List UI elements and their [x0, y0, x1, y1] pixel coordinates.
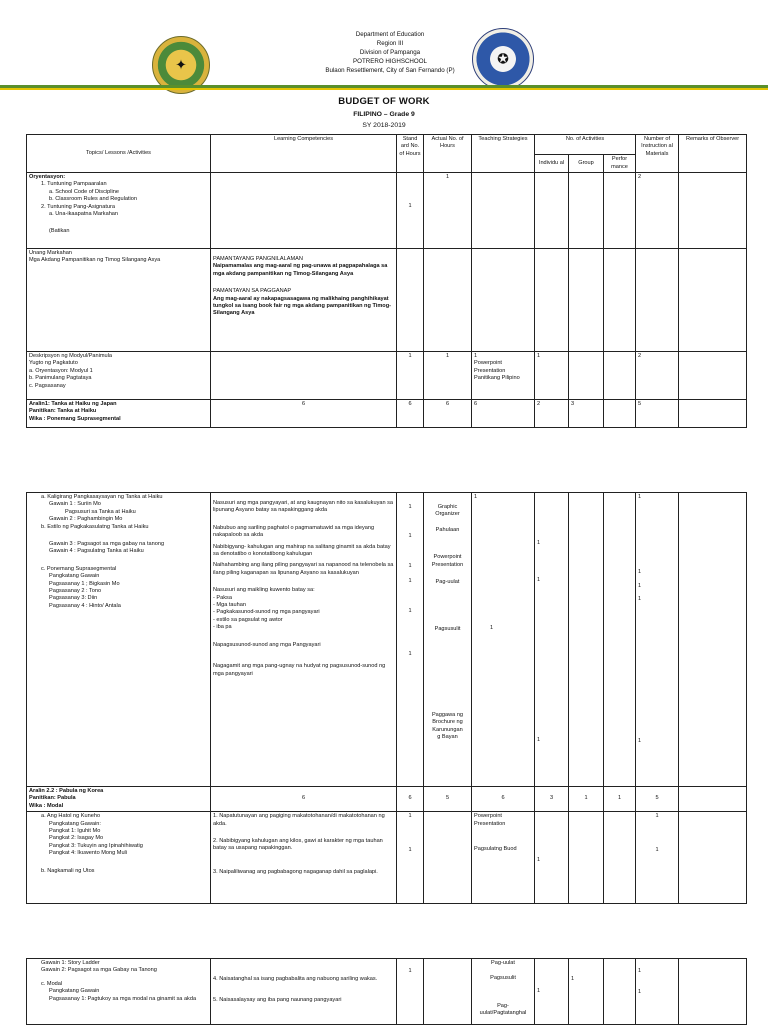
- aralin22-group: 1: [569, 787, 604, 812]
- header-divider-yellow: [0, 88, 768, 90]
- tanka-competencies: Nasusuri ang mga pangyayari, at ang kaugnayan nito sa kasalukuyan sa lipunang Asyano batay sa napakinggang akda Nabubuo ang sariling paghatol o pagmamatuwid sa mga ideyang nakapaloob sa akda Nabibigyang- kahulugan ang mahirap na salitang ginamit sa akda batay sa denotatibo o konotatibong kahulugan Naihahambing ang ilang piling pangyayari sa napanood na telenobela sa ilang piling kaganapan sa lipunang Asyano sa kasalukuyan Nasusuri ang maikling kuwento batay sa: - Paksa - Mga tauhan - Pagkakasunod-sunod ng mga pangyayari - estilo sa pagsulat ng awtor - iba pa Napagsusunod-sunod ang mga Pangyayari Nagagamit ang mga pang-ugnay na hudyat ng pagsusunod-sunod ng mga pangyayari: [211, 493, 397, 787]
- module-actual: 1: [424, 352, 472, 400]
- module-stand: 1: [397, 352, 424, 400]
- orientation-actual: 1: [424, 173, 472, 249]
- orientation-topic: Oryentasyon: 1. Tuntuning Pampaaralan a. School Code of Discipline b. Classroom Rules and Regulation 2. Tuntuning Pang-Asignatura a. Una-ikaapatna Markahan (Batikan: [27, 173, 211, 249]
- col-performance-header: Perfor mance: [604, 155, 636, 173]
- aralin1-stand: 6: [397, 400, 424, 428]
- pabula-strategy: Powerpoint Presentation Pagsulatng Buod: [472, 812, 535, 904]
- aralin1-topic: Aralin1: Tanka at Haiku ng Japan Panitikan: Tanka at Haiku Wika : Ponemang Suprasegmental: [27, 400, 211, 428]
- module-topic: Deskripsyon ng Modyul/Panimula Yugto ng Pagkatuto a. Oryentasyon: Modyul 1 b. Panimulang Pagtataya c. Pagsasanay: [27, 352, 211, 400]
- table-row-aralin1: [27, 400, 747, 428]
- aralin22-comp: 6: [211, 787, 397, 812]
- col-remarks-header: Remarks of Observer: [679, 135, 747, 173]
- story-individual: 1: [535, 959, 569, 1025]
- col-individual-header: Individu al: [535, 155, 569, 173]
- table-row-tanka-detail: [27, 493, 747, 787]
- aralin1-actual: 6: [424, 400, 472, 428]
- module-individual: 1: [535, 352, 569, 400]
- story-group: 1: [569, 959, 604, 1025]
- story-materials: 1 1: [636, 959, 679, 1025]
- pabula-materials: 1 1: [636, 812, 679, 904]
- module-materials: 2: [636, 352, 679, 400]
- pabula-stand: 1 1: [397, 812, 424, 904]
- story-topic: Gawain 1: Story Ladder Gawain 2: Pagsagot sa mga Gabay na Tanong c. Modal Pangkatang Gawain Pagsasanay 1: Pagtukoy sa mga modal na ginamit sa akda: [27, 959, 211, 1025]
- table-row-quarter1: [27, 249, 747, 352]
- aralin22-topic: Aralin 2.2 : Pabula ng Korea Panitikan: Pabula Wika : Modal: [27, 787, 211, 812]
- school-seal-icon: ✦: [152, 36, 210, 94]
- aralin22-individual: 3: [535, 787, 569, 812]
- story-competencies: 4. Naisatanghal sa isang pagbabalita ang nabuong sariling wakas. 5. Naisasalaysay ang iba pang naunang pangyayari: [211, 959, 397, 1025]
- module-strategy: 1 Powerpoint Presentation Panitikang Pilipino: [472, 352, 535, 400]
- col-stand-header: Stand ard No. of Hours: [397, 135, 424, 173]
- aralin1-group: 3: [569, 400, 604, 428]
- col-strategies-header: Teaching Strategies: [472, 135, 535, 173]
- header-line: Region III: [376, 40, 404, 47]
- school-address-block: [290, 30, 490, 75]
- aralin1-materials: 5: [636, 400, 679, 428]
- orientation-stand: 1: [397, 173, 424, 249]
- aralin22-materials: 5: [636, 787, 679, 812]
- quarter1-competencies: PAMANTAYANG PANGNILALAMAN Naipamamalas ang mag-aaral ng pag-unawa at pagpapahalaga sa mga akdang pampanitikan ng Timog-Silangang Asya PAMANTAYAN SA PAGGANAP Ang mag-aaral ay nakapagsasagawa ng malikhaing panghihikayat tungkol sa isang book fair ng mga akdang pampanitikan ng Timog-Silangang Asya: [211, 249, 397, 352]
- pabula-individual: 1: [535, 812, 569, 904]
- quarter1-topic: Unang Markahan Mga Akdang Pampanitikan ng Timog Silangang Asya: [27, 249, 211, 352]
- document-header: [0, 0, 768, 132]
- pabula-topic: a. Ang Hatol ng Kuneho Pangkatang Gawain: Pangkat 1: Iguhit Mo Pangkat 2: Isagay Mo Pangkat 3: Tukuyin ang Ipinahihiwatig Pangkat 4: Ikuwento Mong Muli b. Nagkamali ng Utos: [27, 812, 211, 904]
- col-group-header: Group: [569, 155, 604, 173]
- tanka-materials: 1 1 1 1 1: [636, 493, 679, 787]
- table-row-aralin22: [27, 787, 747, 812]
- document-title: BUDGET OF WORK: [338, 96, 430, 107]
- col-actual-header: Actual No. of Hours: [424, 135, 472, 173]
- tanka-actual: Graphic Organizer Pahulaan Powerpoint Presentation Pag-uulat Pagsusulit Paggawa ng Brochure ng Karunungan g Bayan: [424, 493, 472, 787]
- header-line: POTRERO HIGHSCHOOL: [353, 58, 427, 65]
- tanka-strategy: 1 1: [472, 493, 535, 787]
- budget-table-page1: [26, 134, 747, 428]
- aralin1-comp: 6: [211, 400, 397, 428]
- budget-table-page2: [26, 492, 747, 904]
- orientation-materials: 2: [636, 173, 679, 249]
- deped-seal-icon: ✪: [472, 28, 534, 90]
- tanka-stand: 1 1 1 1 1 1: [397, 493, 424, 787]
- aralin22-strategy: 6: [472, 787, 535, 812]
- header-line: Bulaon Resettlement, City of San Fernando (P): [325, 67, 455, 74]
- col-topics-header: Topics/ Lessons /Activities: [27, 135, 211, 173]
- budget-table-page3: [26, 958, 747, 1025]
- col-competencies-header: Learning Competencies: [211, 135, 397, 173]
- aralin22-performance: 1: [604, 787, 636, 812]
- header-line: Division of Pampanga: [359, 49, 421, 56]
- subject-grade: FILIPINO – Grade 9: [353, 111, 415, 118]
- aralin1-strategy: 6: [472, 400, 535, 428]
- col-materials-header: Number of Instruction al Materials: [636, 135, 679, 173]
- col-activities-header: No. of Activities: [535, 135, 636, 155]
- aralin22-actual: 5: [424, 787, 472, 812]
- table-row-story-detail: [27, 959, 747, 1025]
- pabula-competencies: 1. Napatutunayan ang pagiging makatotohanan/di makatotohanan ng akda. 2. Nabibigyang kahulugan ang kilos, gawi at karakter ng mga tauhan batay sa usapang napakinggan. 3. Naipaliliwanag ang pagbabagong nagaganap dahil sa paglalapi.: [211, 812, 397, 904]
- aralin1-individual: 2: [535, 400, 569, 428]
- story-strategy: Pag-uulat Pagsusulit Pag-uulat/Pagtatanghal: [472, 959, 535, 1025]
- school-year: SY 2018-2019: [362, 122, 406, 129]
- table-row-orientation: [27, 173, 747, 249]
- table-row-pabula-detail: [27, 812, 747, 904]
- tanka-individual: 1 1 1: [535, 493, 569, 787]
- tanka-topic: a. Kaligirang Pangkasaysayan ng Tanka at Haiku Gawain 1 : Suriin Mo Pagsusuri sa Tanka at Haiku Gawain 2 : Paghambingin Mo b. Estilo ng Pagkakasulatng Tanka at Haiku Gawain 3 : Pagsagot sa mga gabay na tanong Gawain 4 : Pagsulatng Tanka at Haiku c. Ponemang Suprasegmental Pangkatang Gawain Pagsasanay 1 ; Bigkasin Mo Pagsasanay 2 : Tono Pagsasanay 3: Diin Pagsasanay 4 : Hinto/ Antala: [27, 493, 211, 787]
- story-stand: 1: [397, 959, 424, 1025]
- table-row-module: [27, 352, 747, 400]
- aralin22-stand: 6: [397, 787, 424, 812]
- header-line: Department of Education: [355, 31, 425, 38]
